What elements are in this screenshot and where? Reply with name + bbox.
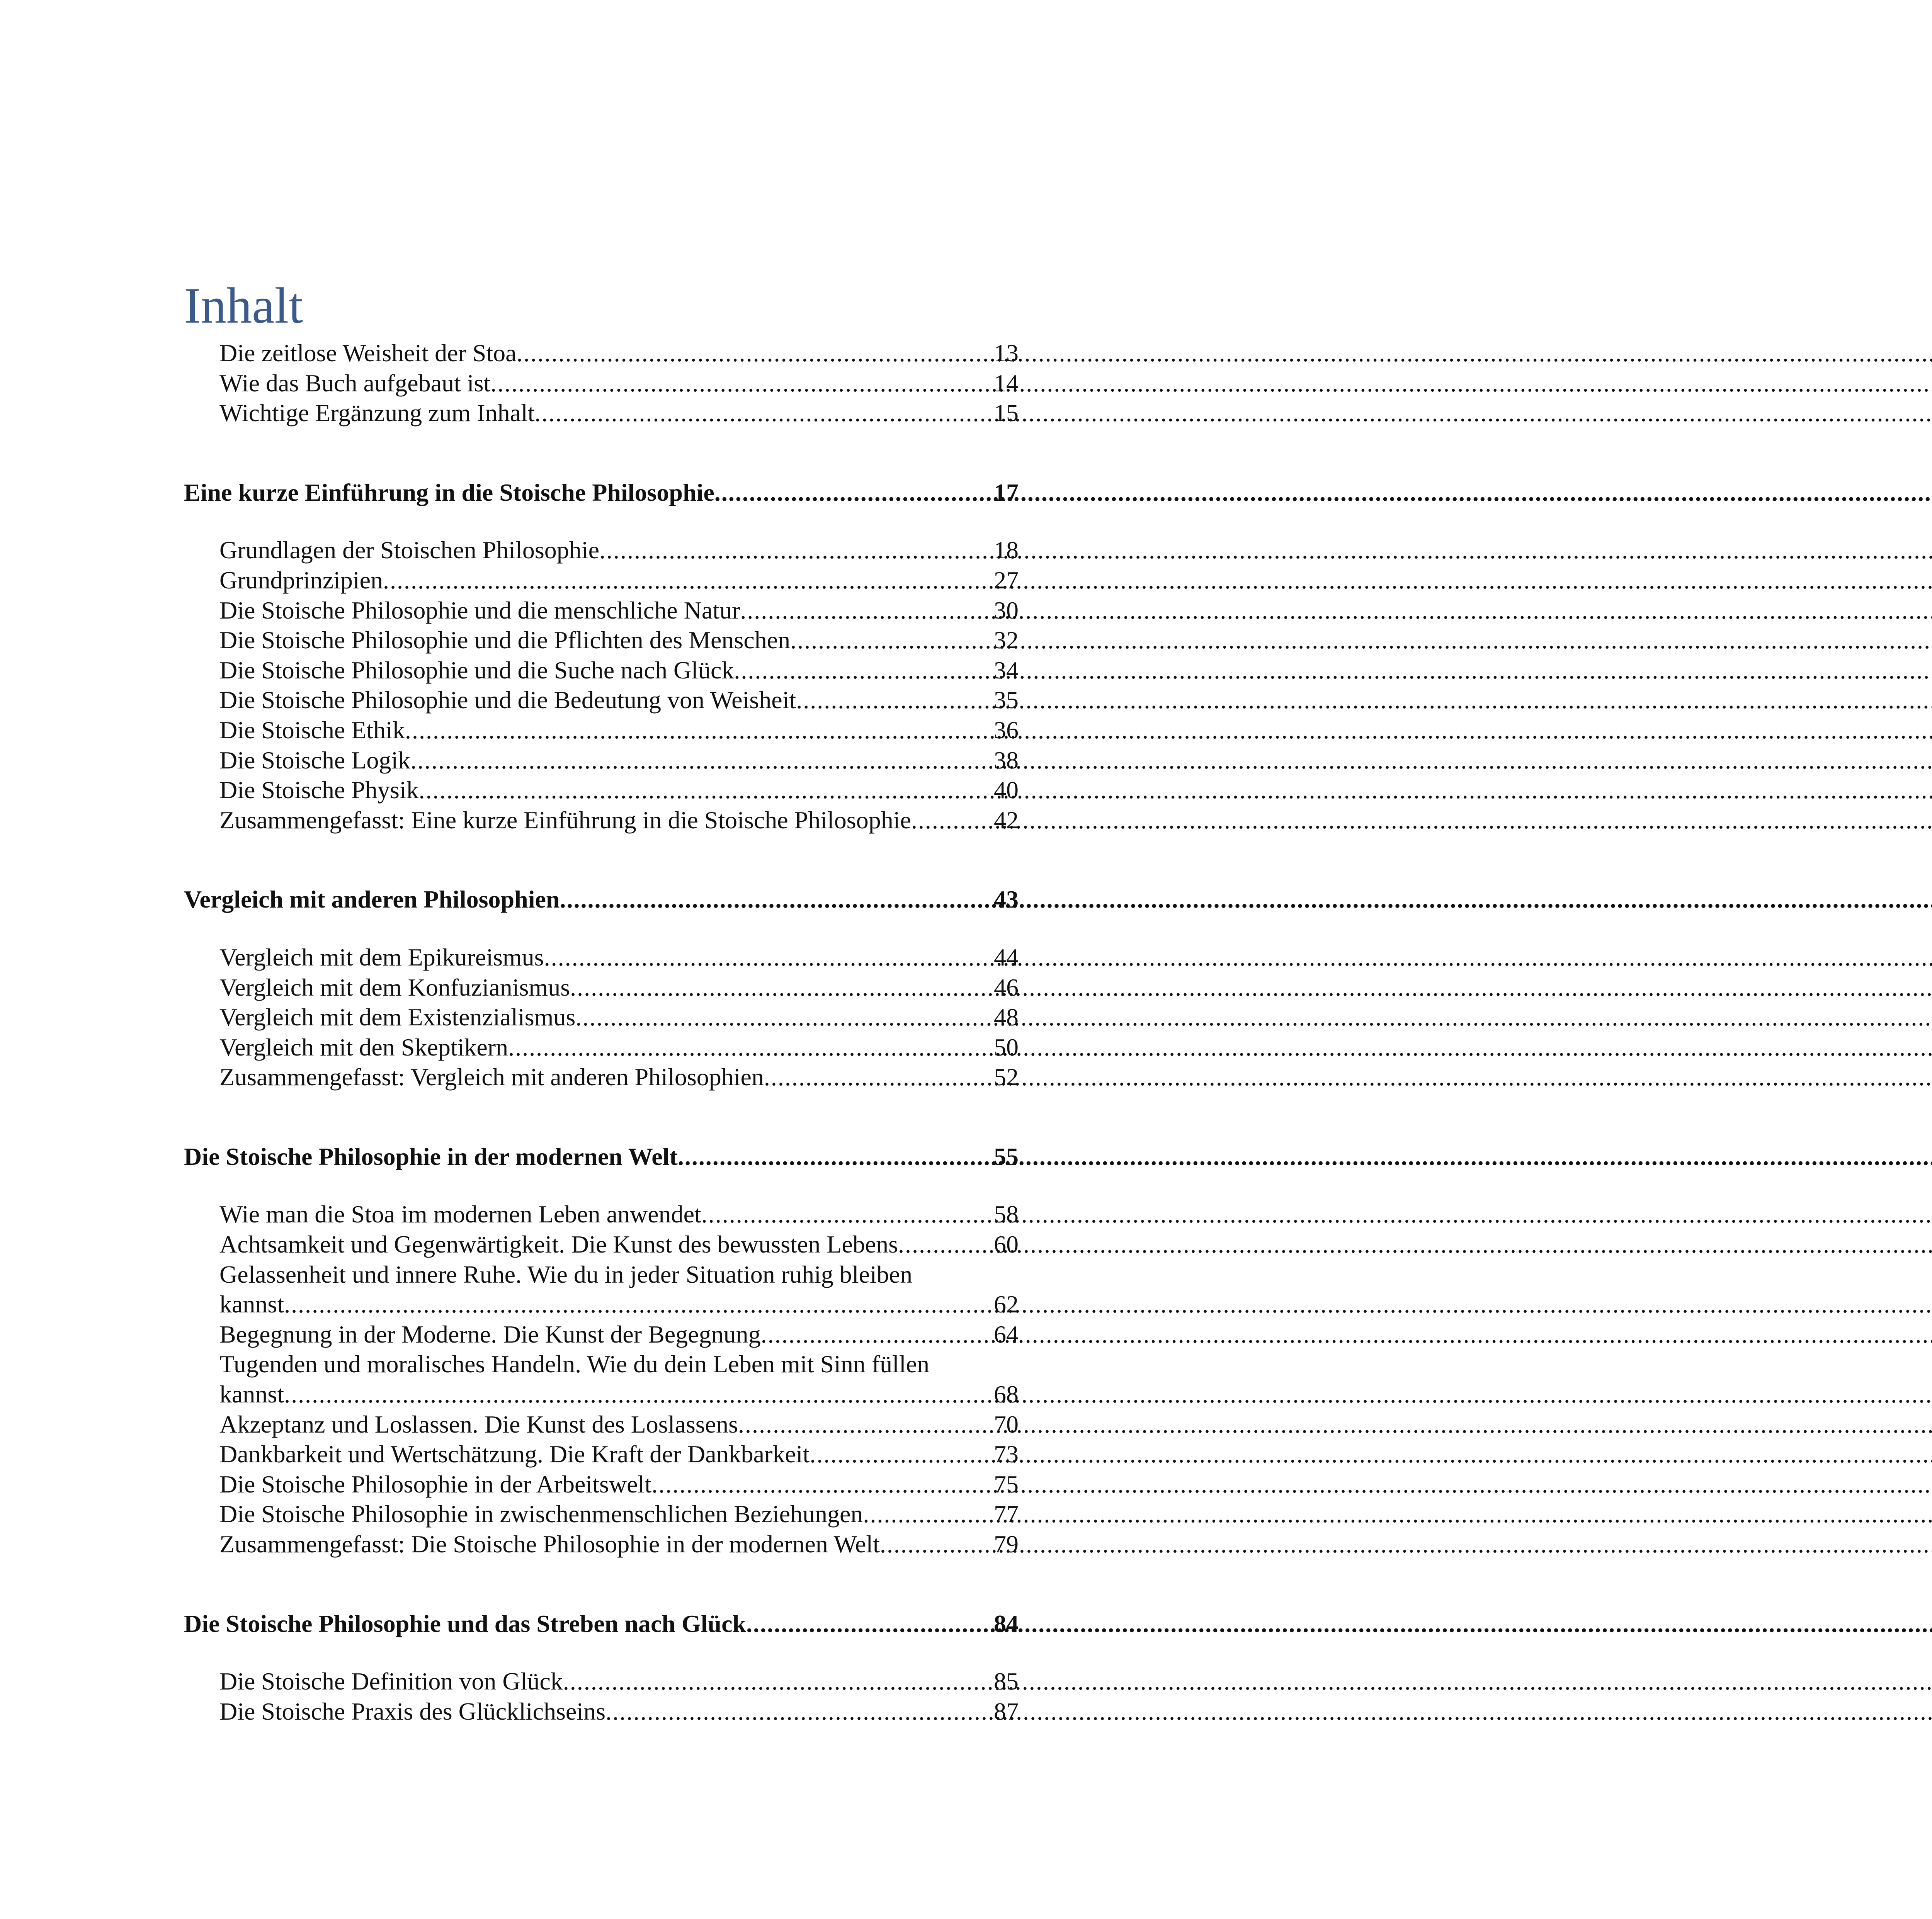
toc-entry-label: Die Stoische Ethik [219,716,405,744]
toc-entry-label: Akzeptanz und Loslassen. Die Kunst des Loslassens [219,1410,738,1438]
toc-entry[interactable] [184,1032,1019,1062]
toc-page-number: 52 [994,1063,1019,1091]
toc-entry-label: Vergleich mit den Skeptikern [219,1033,509,1061]
dot-leader [880,1529,994,1559]
dot-leader [490,368,994,398]
toc-page-number: 44 [994,943,1019,971]
toc-entry[interactable] [184,1062,1019,1092]
dot-leader [761,1319,994,1350]
toc-entry[interactable] [184,1439,1019,1469]
dot-leader [790,625,994,655]
toc-entry[interactable] [184,775,1019,805]
toc-entry[interactable] [184,565,1019,595]
toc-entry-label: kannst [219,1290,284,1318]
toc-entry-label: Die Stoische Philosophie und die menschliche Natur [219,596,740,624]
toc-title: Inhalt [184,277,303,334]
toc-entry-label: Vergleich mit anderen Philosophien [184,886,560,913]
toc-page-number: 73 [994,1440,1019,1468]
dot-leader [599,535,994,565]
dot-leader [535,398,994,428]
toc-entry[interactable] [184,1002,1019,1032]
toc-entry-label: Die Stoische Philosophie in der modernen Welt [184,1142,678,1170]
dot-leader [911,805,994,835]
toc-page-number: 48 [994,1003,1019,1031]
toc-entry-label: Die Stoische Praxis des Glücklichseins [219,1697,605,1725]
dot-leader [508,1032,994,1062]
toc-entry[interactable] [184,1349,1019,1409]
toc-page-number: 17 [994,478,1019,506]
toc-entry[interactable] [184,1696,1019,1727]
toc-page-number: 43 [994,886,1019,913]
dot-leader [517,338,994,368]
toc-page-number: 46 [994,973,1019,1001]
intro-section [184,338,1019,428]
toc-page-number: 62 [994,1290,1019,1318]
toc-chapter-entry[interactable] [184,1142,1019,1172]
toc-entry[interactable] [184,368,1019,398]
toc-entry[interactable] [184,595,1019,626]
toc-entry-label: Zusammengefasst: Eine kurze Einführung in die Stoische Philosophie [219,806,911,834]
dot-leader [738,1409,994,1440]
toc-entry-continuation [219,1379,1019,1409]
toc-entry[interactable] [184,715,1019,745]
dot-leader [410,745,994,775]
toc-entry-label: Vergleich mit dem Konfuzianismus [219,973,570,1001]
toc-entry-continuation [219,1289,1019,1319]
chapter-section [184,1142,1019,1559]
toc-entry-label: Vergleich mit dem Existenzialismus [219,1003,576,1031]
toc-entry[interactable] [184,338,1019,368]
toc-chapter-entry[interactable] [184,1609,1019,1639]
dot-leader [419,775,994,805]
dot-leader [651,1469,994,1499]
toc-entry-label: Die Stoische Philosophie in zwischenmenschlichen Beziehungen [219,1500,863,1528]
dot-leader [383,565,994,595]
toc-page-number: 34 [994,656,1019,684]
dot-leader [284,1289,994,1319]
toc-entry-label: Die Stoische Philosophie und die Bedeutung von Weisheit [219,686,796,714]
toc-entry-label: kannst [219,1380,284,1408]
toc-entry-label: Achtsamkeit und Gegenwärtigkeit. Die Kunst des bewussten Lebens [219,1231,898,1258]
toc-entry-label: Vergleich mit dem Epikureismus [219,943,544,971]
toc-entry-label: Die Stoische Philosophie und das Streben nach Glück [184,1610,747,1637]
toc-entry-label: Wie man die Stoa im modernen Leben anwendet [219,1200,701,1228]
toc-entry[interactable] [184,1199,1019,1229]
toc-page-number: 87 [994,1697,1019,1725]
toc-entry[interactable] [184,745,1019,775]
chapter-section [184,478,1019,835]
toc-entry[interactable] [184,1499,1019,1529]
toc-entry-label: Grundlagen der Stoischen Philosophie [219,536,599,564]
toc-page-number: 77 [994,1500,1019,1528]
dot-leader [701,1199,994,1229]
toc-entry-label: Die Stoische Logik [219,746,411,774]
toc-page-number: 60 [994,1231,1019,1258]
toc-entry-label: Eine kurze Einführung in die Stoische Philosophie [184,478,714,506]
toc-page-number: 68 [994,1380,1019,1408]
toc-page-number: 79 [994,1530,1019,1558]
toc-page-number: 70 [994,1410,1019,1438]
toc-page-number: 14 [994,369,1019,397]
toc-page-number: 85 [994,1667,1019,1695]
toc-page-number: 40 [994,776,1019,804]
toc-page-number: 75 [994,1470,1019,1498]
dot-leader [570,972,994,1003]
toc-entry[interactable] [184,942,1019,972]
toc-entry[interactable] [184,1319,1019,1350]
toc-page-number: 42 [994,806,1019,834]
toc-entry-label: Wie das Buch aufgebaut ist [219,369,491,397]
table-of-contents [184,338,1019,1726]
toc-page-number: 38 [994,746,1019,774]
toc-entry-label: Dankbarkeit und Wertschätzung. Die Kraft der Dankbarkeit [219,1440,810,1468]
toc-entry[interactable] [184,1229,1019,1260]
chapter-section [184,884,1019,1092]
toc-entry-label: Tugenden und moralisches Handeln. Wie du dein Leben mit Sinn füllen [219,1350,930,1378]
toc-entry-label: Die Stoische Philosophie und die Suche nach Glück [219,656,734,684]
dot-leader [575,1002,994,1032]
dot-leader [863,1499,994,1529]
toc-entry-label: Zusammengefasst: Vergleich mit anderen Philosophien [219,1063,764,1091]
toc-entry[interactable] [184,1666,1019,1696]
dot-leader [678,1142,985,1172]
toc-page-number: 50 [994,1033,1019,1061]
toc-entry[interactable] [184,1260,1019,1319]
dot-leader [544,942,994,972]
toc-page-number: 27 [994,566,1019,594]
dot-leader [734,655,994,685]
toc-chapter-entry[interactable] [184,884,1019,914]
dot-leader [284,1379,994,1409]
toc-page-number: 18 [994,536,1019,564]
toc-entry-label: Gelassenheit und innere Ruhe. Wie du in jeder Situation ruhig bleiben [219,1260,913,1288]
toc-entry[interactable] [184,685,1019,715]
toc-entry-label: Die Stoische Philosophie und die Pflichten des Menschen [219,626,791,654]
toc-chapter-entry[interactable] [184,478,1019,508]
dot-leader [796,685,994,715]
toc-page-number: 58 [994,1200,1019,1228]
toc-entry-label: Grundprinzipien [219,566,383,594]
toc-entry-label: Die Stoische Physik [219,776,419,804]
toc-entry[interactable] [184,972,1019,1003]
dot-leader [714,478,985,508]
dot-leader [764,1062,994,1092]
toc-page-number: 64 [994,1320,1019,1348]
dot-leader [605,1696,994,1727]
dot-leader [563,1666,994,1696]
toc-entry[interactable] [184,655,1019,685]
toc-page-number: 32 [994,626,1019,654]
toc-page-number: 15 [994,399,1019,427]
toc-entry[interactable] [184,1529,1019,1559]
toc-entry-label: Die zeitlose Weisheit der Stoa [219,339,517,367]
chapter-section [184,1609,1019,1727]
toc-entry[interactable] [184,1409,1019,1440]
dot-leader [810,1439,994,1469]
dot-leader [898,1229,994,1260]
toc-entry-label: Wichtige Ergänzung zum Inhalt [219,399,535,427]
toc-entry-label: Begegnung in der Moderne. Die Kunst der Begegnung [219,1320,761,1348]
dot-leader [560,884,986,914]
toc-page-number: 30 [994,596,1019,624]
toc-page-number: 13 [994,339,1019,367]
toc-entry[interactable] [184,398,1019,428]
toc-entry[interactable] [184,1469,1019,1499]
dot-leader [405,715,994,745]
toc-page-number: 36 [994,716,1019,744]
dot-leader [746,1609,985,1639]
toc-entry-label: Die Stoische Definition von Glück [219,1667,563,1695]
toc-entry[interactable] [184,805,1019,835]
dot-leader [740,595,994,626]
toc-entry-label: Die Stoische Philosophie in der Arbeitswelt [219,1470,652,1498]
toc-page-number: 84 [994,1610,1019,1637]
toc-page-number: 55 [994,1142,1019,1170]
toc-entry[interactable] [184,625,1019,655]
toc-page-number: 35 [994,686,1019,714]
toc-entry[interactable] [184,535,1019,565]
toc-entry-label: Zusammengefasst: Die Stoische Philosophie in der modernen Welt [219,1530,880,1558]
